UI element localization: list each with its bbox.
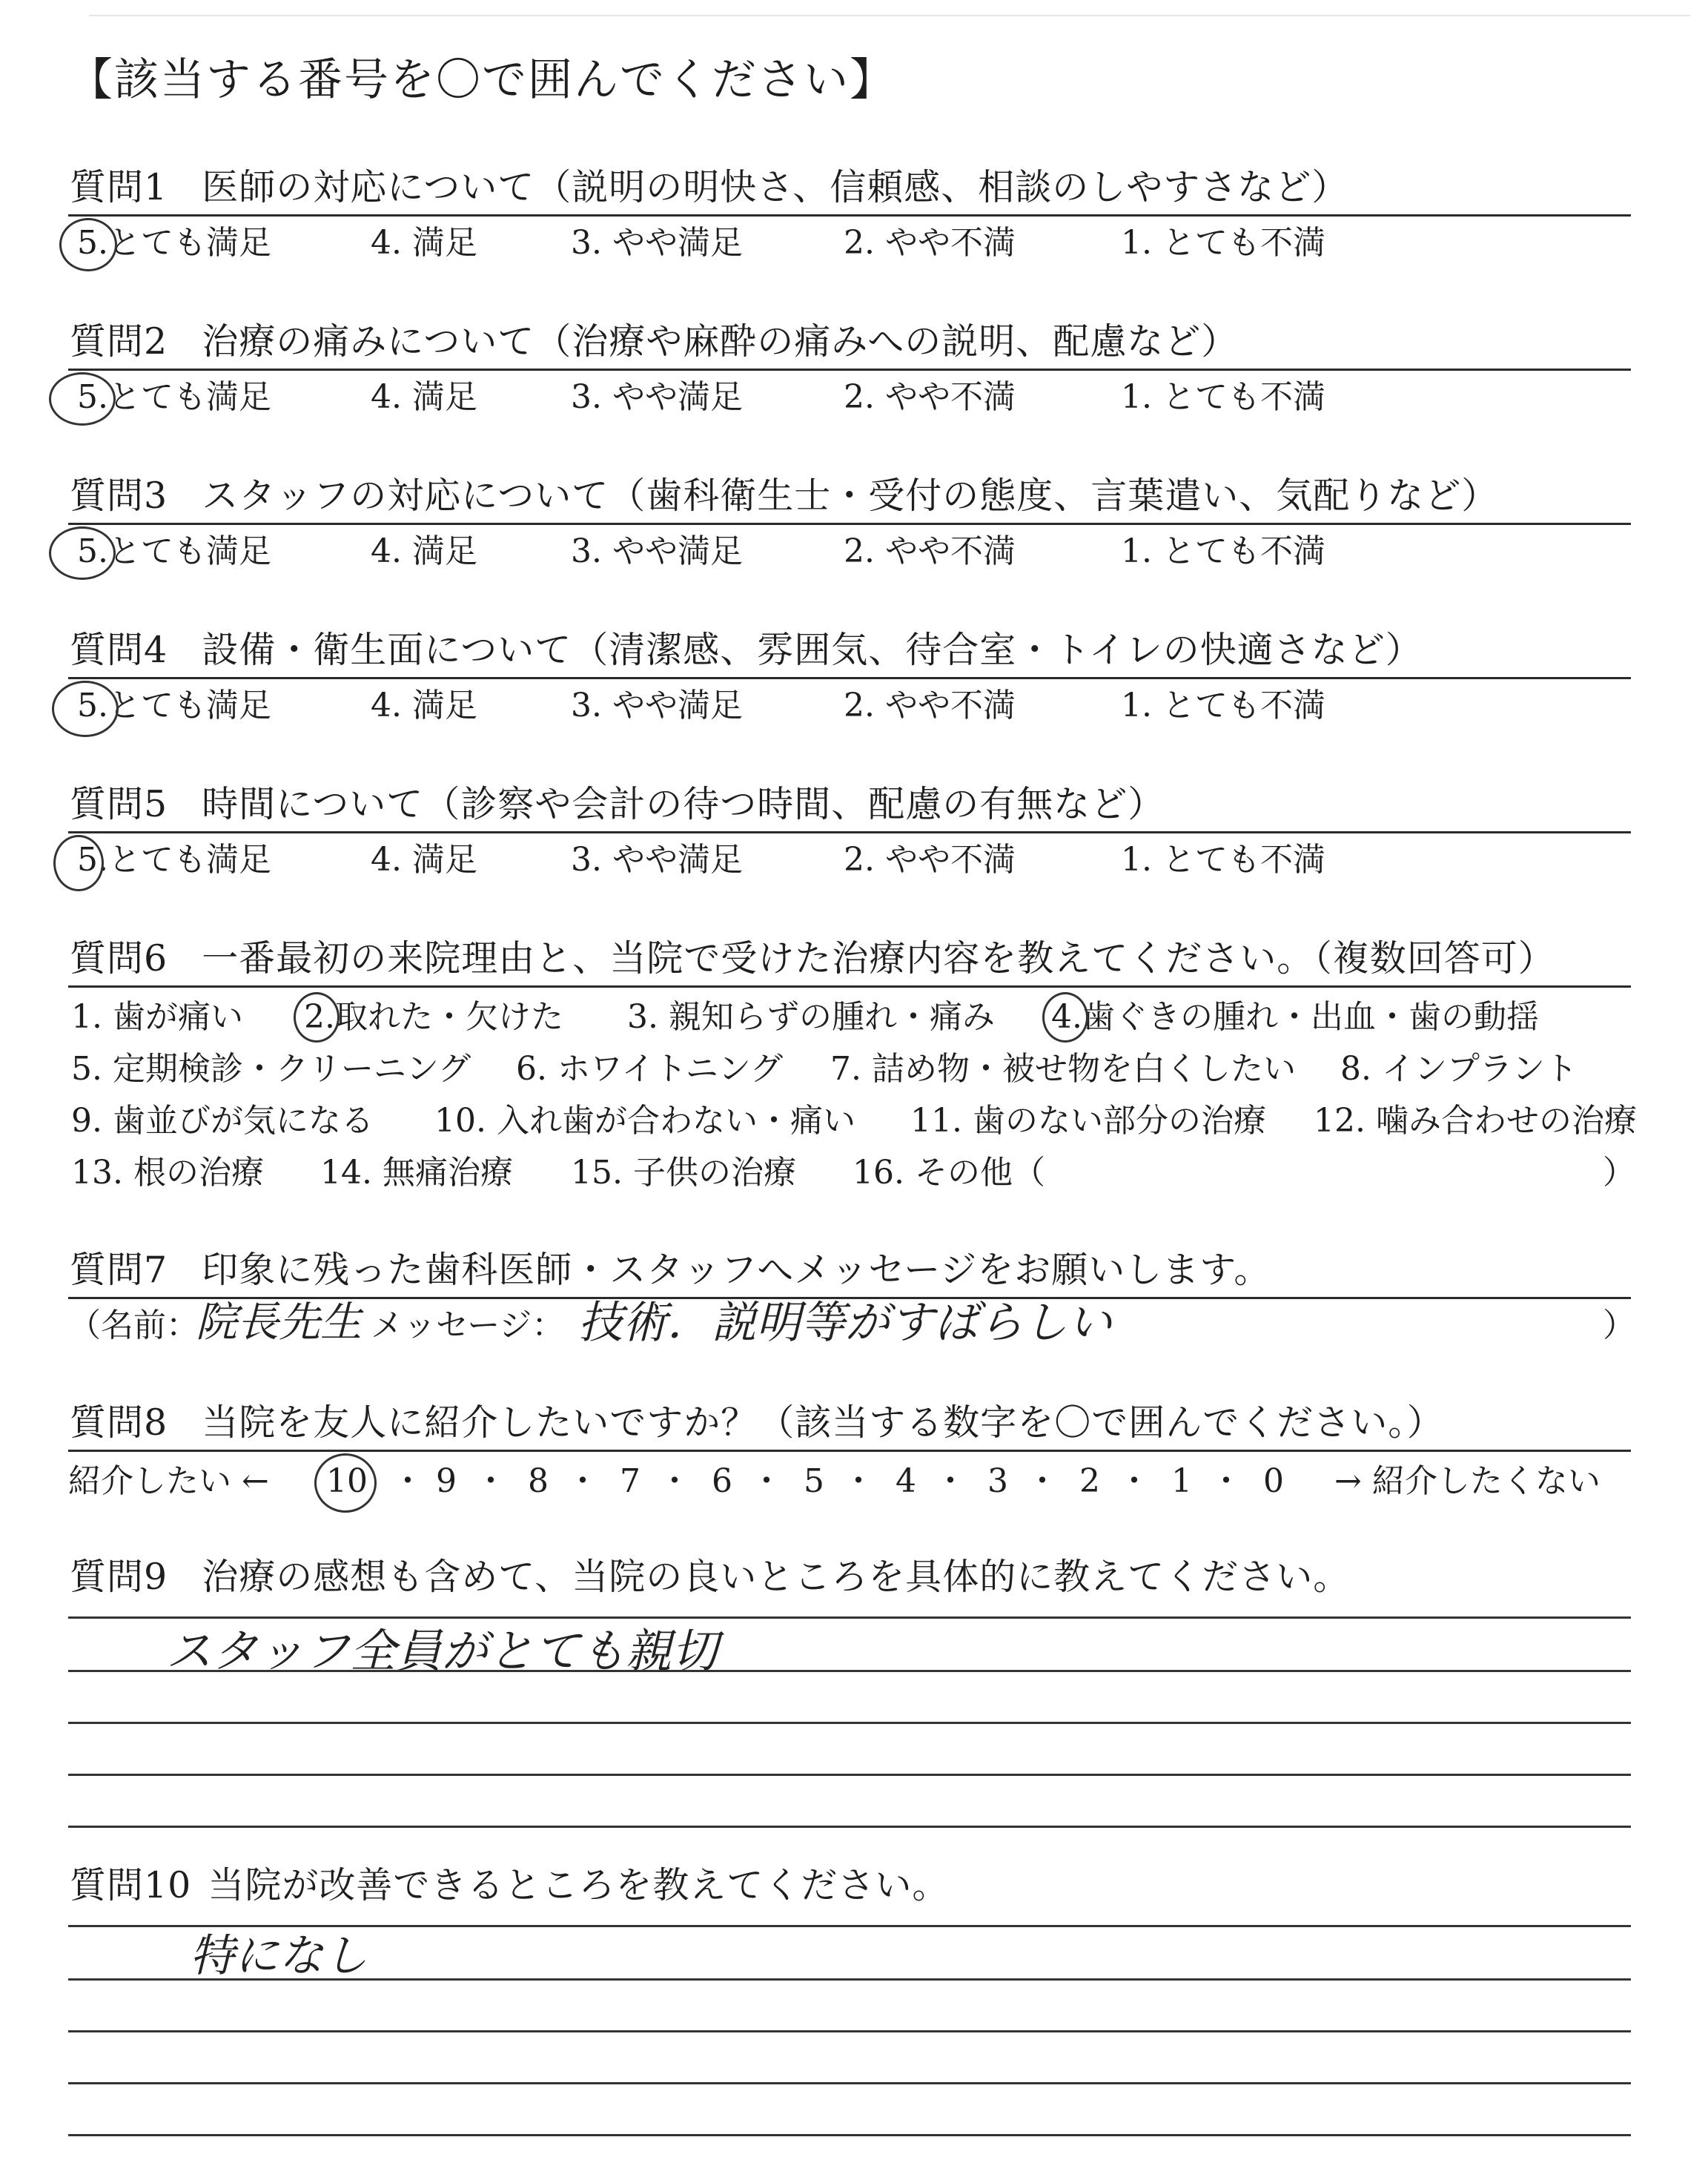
q8-value-0[interactable]: 0 xyxy=(1263,1462,1284,1500)
question-6-text: 一番最初の来院理由と、当院で受けた治療内容を教えてください。（複数回答可） xyxy=(202,937,1555,980)
q8-dot: ・ xyxy=(1026,1462,1059,1500)
question-10-text: 当院が改善できるところを教えてください。 xyxy=(208,1864,950,1906)
q6-option-8[interactable]: 8. インプラント xyxy=(1340,1050,1578,1088)
q10-writing-line xyxy=(68,1925,1631,1927)
q5-option-5[interactable]: 5.とても満足 xyxy=(77,841,271,879)
q7-message-label: メッセージ： xyxy=(371,1307,565,1344)
question-9-heading xyxy=(70,1556,1351,1598)
q8-value-2[interactable]: 2 xyxy=(1079,1462,1100,1500)
q7-message-handwritten[interactable]: 技術．説明等がすばらしい xyxy=(578,1297,1112,1349)
q3-option-5[interactable]: 5.とても満足 xyxy=(77,532,271,570)
q10-writing-line xyxy=(68,2134,1631,2136)
q8-dot: ・ xyxy=(750,1462,783,1500)
question-5-rule xyxy=(68,831,1631,833)
q9-answer-handwritten[interactable]: スタッフ全員がとても親切 xyxy=(166,1624,718,1678)
q1-option-5[interactable]: 5.とても満足 xyxy=(77,224,271,262)
q8-value-8[interactable]: 8 xyxy=(528,1462,549,1500)
question-6-heading xyxy=(70,937,1555,980)
q8-selected-circle xyxy=(314,1453,377,1513)
q5-option-2[interactable]: 2. やや不満 xyxy=(844,841,1016,879)
q8-value-6[interactable]: 6 xyxy=(712,1462,732,1500)
q1-option-2[interactable]: 2. やや不満 xyxy=(844,224,1016,262)
question-3-label: 質問3 xyxy=(70,475,168,517)
q9-writing-line xyxy=(68,1774,1631,1776)
q6-option-2[interactable]: 2.取れた・欠けた xyxy=(304,998,563,1036)
q4-option-3[interactable]: 3. やや満足 xyxy=(571,687,743,724)
q2-option-2[interactable]: 2. やや不満 xyxy=(844,378,1016,416)
question-5-heading xyxy=(70,783,1165,825)
question-7-label: 質問7 xyxy=(70,1249,168,1291)
question-7-text: 印象に残った歯科医師・スタッフへメッセージをお願いします。 xyxy=(202,1249,1271,1291)
q6-option-13[interactable]: 13. 根の治療 xyxy=(71,1154,264,1192)
question-8-text: 当院を友人に紹介したいですか？（該当する数字を〇で囲んでください。） xyxy=(202,1401,1444,1444)
q3-option-1[interactable]: 1. とても不満 xyxy=(1121,532,1325,570)
question-4-heading xyxy=(70,629,1423,671)
question-9-text: 治療の感想も含めて、当院の良いところを具体的に教えてください。 xyxy=(202,1556,1351,1598)
q6-option-1[interactable]: 1. 歯が痛い xyxy=(71,998,243,1036)
q4-option-2[interactable]: 2. やや不満 xyxy=(844,687,1016,724)
q8-value-4[interactable]: 4 xyxy=(896,1462,916,1500)
question-3-text: スタッフの対応について（歯科衛生士・受付の態度、言葉遣い、気配りなど） xyxy=(202,475,1499,517)
q4-selected-circle xyxy=(52,681,119,737)
question-2-text: 治療の痛みについて（治療や麻酔の痛みへの説明、配慮など） xyxy=(202,320,1239,363)
q5-option-4[interactable]: 4. 満足 xyxy=(371,841,477,879)
q5-selected-circle xyxy=(53,835,104,891)
question-1-label: 質問1 xyxy=(70,166,168,208)
page-title: 【該当する番号を〇で囲んでください】 xyxy=(68,54,896,106)
q8-dot: ・ xyxy=(934,1462,967,1500)
q9-writing-line xyxy=(68,1616,1631,1619)
q8-value-9[interactable]: 9 xyxy=(436,1462,457,1500)
q8-right-label: → 紹介したくない xyxy=(1334,1462,1601,1500)
question-10-label: 質問10 xyxy=(70,1864,192,1906)
question-4-rule xyxy=(68,677,1631,679)
q2-selected-circle xyxy=(49,372,116,426)
q1-option-3[interactable]: 3. やや満足 xyxy=(571,224,743,262)
q6-option-12[interactable]: 12. 噛み合わせの治療 xyxy=(1314,1102,1637,1140)
q8-dot: ・ xyxy=(391,1462,424,1500)
q7-close-paren: ） xyxy=(1603,1307,1635,1344)
q1-option-4[interactable]: 4. 満足 xyxy=(371,224,477,262)
q9-writing-line xyxy=(68,1670,1631,1672)
q6-selected-circle-2 xyxy=(294,992,340,1043)
question-1-text: 医師の対応について（説明の明快さ、信頼感、相談のしやすさなど） xyxy=(202,166,1349,208)
q8-dot: ・ xyxy=(1210,1462,1242,1500)
q8-value-1[interactable]: 1 xyxy=(1171,1462,1192,1500)
q6-option-10[interactable]: 10. 入れ歯が合わない・痛い xyxy=(434,1102,855,1140)
question-2-label: 質問2 xyxy=(70,320,168,363)
q7-name-label: （名前： xyxy=(68,1307,199,1344)
q4-option-1[interactable]: 1. とても不満 xyxy=(1121,687,1325,724)
question-10-heading xyxy=(70,1864,950,1906)
q3-option-2[interactable]: 2. やや不満 xyxy=(844,532,1016,570)
q6-selected-circle-4 xyxy=(1042,992,1088,1043)
q5-option-1[interactable]: 1. とても不満 xyxy=(1121,841,1325,879)
q10-writing-line xyxy=(68,2030,1631,2032)
question-8-rule xyxy=(68,1450,1631,1452)
q6-option-15[interactable]: 15. 子供の治療 xyxy=(571,1154,796,1192)
q8-value-7[interactable]: 7 xyxy=(620,1462,640,1500)
q9-writing-line xyxy=(68,1722,1631,1724)
question-5-label: 質問5 xyxy=(70,783,168,825)
q8-value-3[interactable]: 3 xyxy=(987,1462,1008,1500)
q2-option-5[interactable]: 5.とても満足 xyxy=(77,378,271,416)
question-9-label: 質問9 xyxy=(70,1556,168,1598)
question-1-heading xyxy=(70,166,1349,208)
q1-option-1[interactable]: 1. とても不満 xyxy=(1121,224,1325,262)
q8-dot: ・ xyxy=(842,1462,875,1500)
question-8-heading xyxy=(70,1401,1444,1444)
q2-option-1[interactable]: 1. とても不満 xyxy=(1121,378,1325,416)
q3-option-3[interactable]: 3. やや満足 xyxy=(571,532,743,570)
q8-value-10[interactable]: 10 xyxy=(326,1462,368,1500)
q6-other-close-paren: ） xyxy=(1603,1154,1635,1192)
question-5-text: 時間について（診察や会計の待つ時間、配慮の有無など） xyxy=(202,783,1165,825)
q6-option-5[interactable]: 5. 定期検診・クリーニング xyxy=(71,1050,471,1088)
question-3-rule xyxy=(68,523,1631,525)
question-6-label: 質問6 xyxy=(70,937,168,980)
question-3-heading xyxy=(70,475,1499,517)
q8-dot: ・ xyxy=(566,1462,599,1500)
question-2-heading xyxy=(70,320,1239,363)
q8-dot: ・ xyxy=(1118,1462,1151,1500)
q9-writing-line xyxy=(68,1826,1631,1828)
q1-selected-circle xyxy=(59,218,117,271)
q10-writing-line xyxy=(68,2082,1631,2084)
q8-value-5[interactable]: 5 xyxy=(804,1462,824,1500)
q7-name-handwritten[interactable]: 院長先生 xyxy=(196,1298,362,1347)
q6-option-6[interactable]: 6. ホワイトニング xyxy=(516,1050,784,1088)
q10-answer-handwritten[interactable]: 特になし xyxy=(190,1930,368,1982)
q6-option-7[interactable]: 7. 詰め物・被せ物を白くしたい xyxy=(830,1050,1296,1088)
q2-option-4[interactable]: 4. 満足 xyxy=(371,378,477,416)
q10-writing-line xyxy=(68,1978,1631,1981)
q4-option-4[interactable]: 4. 満足 xyxy=(371,687,477,724)
q3-selected-circle xyxy=(49,526,116,580)
scan-edge xyxy=(89,15,1690,16)
q6-option-4[interactable]: 4.歯ぐきの腫れ・出血・歯の動揺 xyxy=(1051,998,1539,1036)
q3-option-4[interactable]: 4. 満足 xyxy=(371,532,477,570)
q6-option-11[interactable]: 11. 歯のない部分の治療 xyxy=(910,1102,1266,1140)
q6-option-16[interactable]: 16. その他（ xyxy=(853,1154,1045,1192)
q5-option-3[interactable]: 3. やや満足 xyxy=(571,841,743,879)
q4-option-5[interactable]: 5.とても満足 xyxy=(77,687,271,724)
q6-option-3[interactable]: 3. 親知らずの腫れ・痛み xyxy=(627,998,995,1036)
q6-option-14[interactable]: 14. 無痛治療 xyxy=(320,1154,513,1192)
q2-option-3[interactable]: 3. やや満足 xyxy=(571,378,743,416)
question-1-rule xyxy=(68,214,1631,217)
question-6-rule xyxy=(68,985,1631,988)
q6-option-9[interactable]: 9. 歯並びが気になる xyxy=(71,1102,374,1140)
question-4-text: 設備・衛生面について（清潔感、雰囲気、待合室・トイレの快適さなど） xyxy=(202,629,1423,671)
question-4-label: 質問4 xyxy=(70,629,168,671)
q8-dot: ・ xyxy=(474,1462,507,1500)
question-7-heading xyxy=(70,1249,1271,1291)
question-2-rule xyxy=(68,369,1631,371)
question-8-label: 質問8 xyxy=(70,1401,168,1444)
q8-left-label: 紹介したい ← xyxy=(68,1462,269,1500)
q8-dot: ・ xyxy=(658,1462,691,1500)
